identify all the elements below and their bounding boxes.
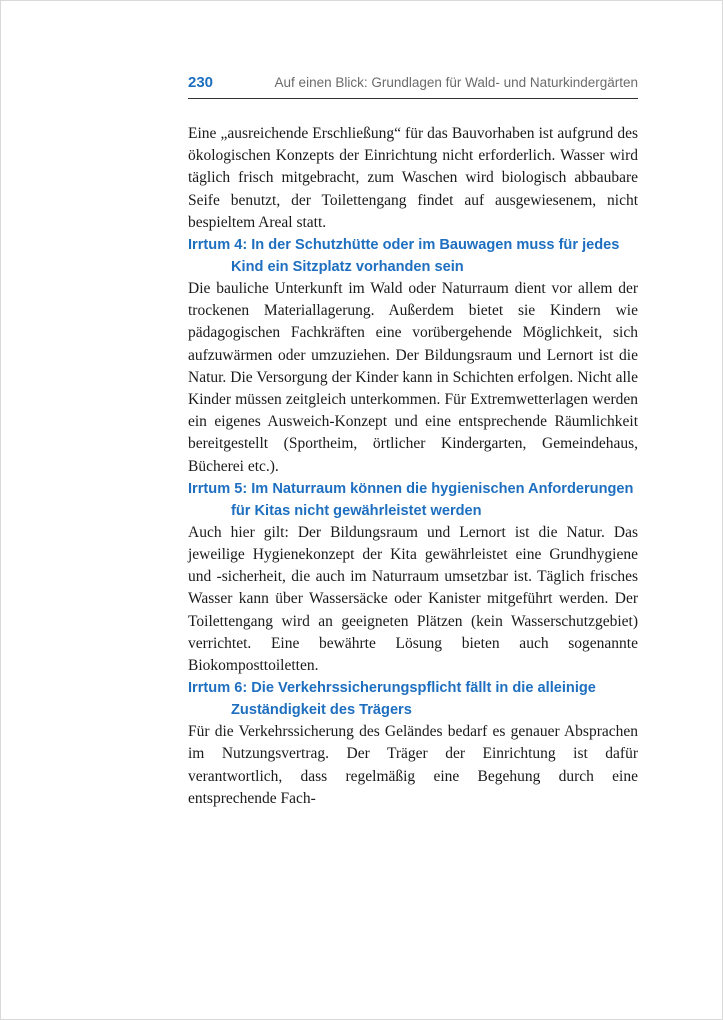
section-heading-irrtum-4: Irrtum 4: In der Schutzhütte oder im Bauwagen muss für jedes Kind ein Sitzplatz vorhanden sein [188, 237, 620, 276]
running-title: Auf einen Blick: Grundlagen für Wald- und Naturkindergärten [274, 75, 638, 90]
section-body-irrtum-6: Für die Verkehrssicherung des Geländes bedarf es genauer Absprachen im Nutzungsvertrag. Der Träger der Einrichtung ist dafür verantwortlich, dass regelmäßig eine Begehung durch eine entsprechende Fach- [188, 723, 638, 807]
section-heading-irrtum-5: Irrtum 5: Im Naturraum können die hygienischen Anforderungen für Kitas nicht gewährleistet werden [188, 480, 634, 519]
section-heading-irrtum-6: Irrtum 6: Die Verkehrssicherungspflicht fällt in die alleinige Zuständigkeit des Trägers [188, 680, 596, 719]
section-body-irrtum-4: Die bauliche Unterkunft im Wald oder Naturraum dient vor allem der trockenen Materiallagerung. Außerdem bietet sie Kindern wie pädagogischen Fachkräften eine vorübergehende Möglichkeit, sich aufzuwärmen oder umzuziehen. Der Bildungsraum und Lernort ist die Natur. Die Versorgung der Kinder kann in Schichten erfolgen. Nicht alle Kinder müssen zeitgleich unterkommen. Für Extremwetterlagen werden ein eigenes Ausweich-Konzept und eine entsprechende Räumlichkeit bereitgestellt (Sportheim, örtlicher Kindergarten, Gemeindehaus, Bücherei etc.). [188, 280, 638, 475]
page-number: 230 [188, 74, 214, 91]
page-header [188, 72, 638, 96]
header-divider [188, 98, 638, 99]
page-content [188, 123, 638, 810]
intro-paragraph: Eine „ausreichende Erschließung“ für das Bauvorhaben ist aufgrund des ökologischen Konzepts der Einrichtung nicht erforderlich. Wasser wird täglich frisch mitgebracht, zum Waschen wird biologisch abbaubare Seife benutzt, der Toilettengang findet auf ausgewiesenem, nicht bespieltem Areal statt. [188, 125, 638, 231]
section-body-irrtum-5: Auch hier gilt: Der Bildungsraum und Lernort ist die Natur. Das jeweilige Hygienekonzept der Kita gewährleistet eine Grundhygiene und -sicherheit, die auch im Naturraum umsetzbar ist. Täglich frisches Wasser kann über Wassersäcke oder Kanister mitgeführt werden. Der Toilettengang wird an geeigneten Plätzen (kein Wasserschutzgebiet) verrichtet. Eine bewährte Lösung bieten auch sogenannte Biokomposttoiletten. [188, 523, 638, 675]
